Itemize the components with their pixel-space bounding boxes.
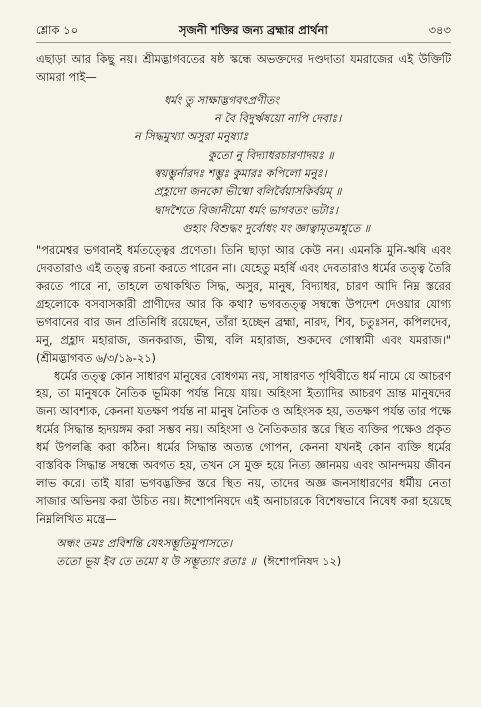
verse-line: প্রহ্লাদো জনকো ভীষ্মো বলির্বৈয়াসকির্বয়ম্‌ ॥ — [154, 185, 342, 199]
translation-paragraph: "পরমেশ্বর ভগবানই ধর্মতত্ত্বের প্রণেতা। তিনি ছাড়া আর কেউ নন। এমনকি মুনি-ঋষি এবং দেবতারাও এই তত্ত্ব রচনা করতে পারেন না। যেহেতু মহর্ষি এবং দেবতারাও ধর্মের তত্ত্ব তৈরি করতে পারে না, তাহলে তথাকথিত সিদ্ধ, অসুর, মানুষ, বিদ্যাধর, চারণ আদি নিম্ন স্তরের গ্রহলোকে বসবাসকারী প্রাণীদের আর কি কথা? ভগবতত্ত্ব সম্বন্ধে উপদেশ দেওয়ার যোগ্য ভগবানের বার জন প্রতিনিধি রয়েছেন, তাঁরা হচ্ছেন ব্রহ্মা, নারদ, শিব, চতুঃসন, কপিলদেব, মনু, প্রহ্লাদ মহারাজ, জনকরাজ, ভীষ্ম, বলি মহারাজ, শুকদেব গোস্বামী এবং যমরাজ।" (শ্রীমদ্ভাগবত ৬/৩/১৯-২১) — [36, 244, 451, 365]
closing-verse — [36, 535, 451, 572]
verse-line: ধর্মং তু সাক্ষাদ্ভগবৎপ্রণীতং — [164, 93, 280, 107]
intro-paragraph: এছাড়া আর কিছু নয়। শ্রীমদ্ভাগবতের ষষ্ঠ স্কন্ধে অভক্তদের দণ্ডদাতা যমরাজের এই উক্তিটি আমরা পাই— — [36, 53, 451, 84]
verse-citation: (ঈশোপনিষদ ১২) — [263, 554, 342, 568]
closing-verse-line — [36, 553, 451, 571]
verse-line: দ্বাদশৈতে বিজানীমো ধর্মং ভাগবতং ভটাঃ। — [154, 203, 339, 217]
purport-paragraph: ধর্মের তত্ত্ব কোন সাধারণ মানুষের বোধগম্য নয়, সাধারণত পৃথিবীতে ধর্ম নামে যে আচরণ হয়, তা মানুষকে নৈতিক ভূমিকা পর্যন্ত নিয়ে যায়। অহিংসা ইত্যাদির আচরণ ভ্রান্ত মানুষদের জন্য আবশ্যক, কেননা যতক্ষণ পর্যন্ত না মানুষ নৈতিক ও অহিংসক হয়, ততক্ষণ পর্যন্ত তার পক্ষে ধর্মের সিদ্ধান্ত হৃদয়ঙ্গম করা সম্ভব নয়। অহিংসা ও নৈতিকতার স্তরে স্থিত ব্যক্তির পক্ষেও প্রকৃত ধর্ম উপলব্ধি করা কঠিন। ধর্মের সিদ্ধান্ত অত্যন্ত গোপন, কেননা যখনই কোন ব্যক্তি ধর্মের বাস্তবিক সিদ্ধান্ত সম্বন্ধে অবগত হয়, তখন সে মুক্ত হয়ে নিত্য জ্ঞানময় এবং আনন্দময় জীবন লাভ করে। তাই যারা ভগবদ্ভক্তির স্তরে স্থিত নয়, তাদের অজ্ঞ জনসাধারণের ধর্মীয় নেতা সাজার অভিনয় করা উচিত নয়। ঈশোপনিষদে এই অনাচারকে বিশেষভাবে নিষেধ করা হয়েছে নিম্নলিখিত মন্ত্রে— — [36, 369, 451, 526]
verse-line: গুহ্যং বিশুদ্ধং দুর্বোধং যং জ্ঞাত্বামৃতমশ্নুতে ॥ — [182, 221, 371, 235]
chapter-title: সৃজনী শক্তির জন্য ব্রহ্মার প্রার্থনা — [178, 23, 328, 37]
verse-line: স্বয়ম্ভুর্নারদঃ শম্ভুঃ কুমারঃ কপিলো মনুঃ। — [154, 167, 327, 180]
verse-line: কুতো নু বিদ্যাধরচারণাদয়ঃ ॥ — [208, 148, 334, 162]
page-number: ৩৪৩ — [428, 23, 451, 37]
closing-verse-text: ততো ভূয় ইব তে তমো য উ সম্ভূত্যাং রতাঃ ॥ — [56, 554, 256, 568]
page-header — [36, 22, 451, 43]
verse-reference: শ্লোক ১০ — [36, 23, 79, 37]
verse-line: ন সিদ্ধমুখ্যা অসুরা মনুষ্যাঃ — [134, 130, 249, 144]
verse-line: ন বৈ বিদুর্ঋষয়ো নাপি দেবাঃ। — [214, 112, 342, 126]
closing-verse-line: অন্ধং তমঃ প্রবিশন্তি যেঽসম্ভূতিমুপাসতে। — [56, 536, 233, 550]
sanskrit-verse — [36, 92, 451, 238]
